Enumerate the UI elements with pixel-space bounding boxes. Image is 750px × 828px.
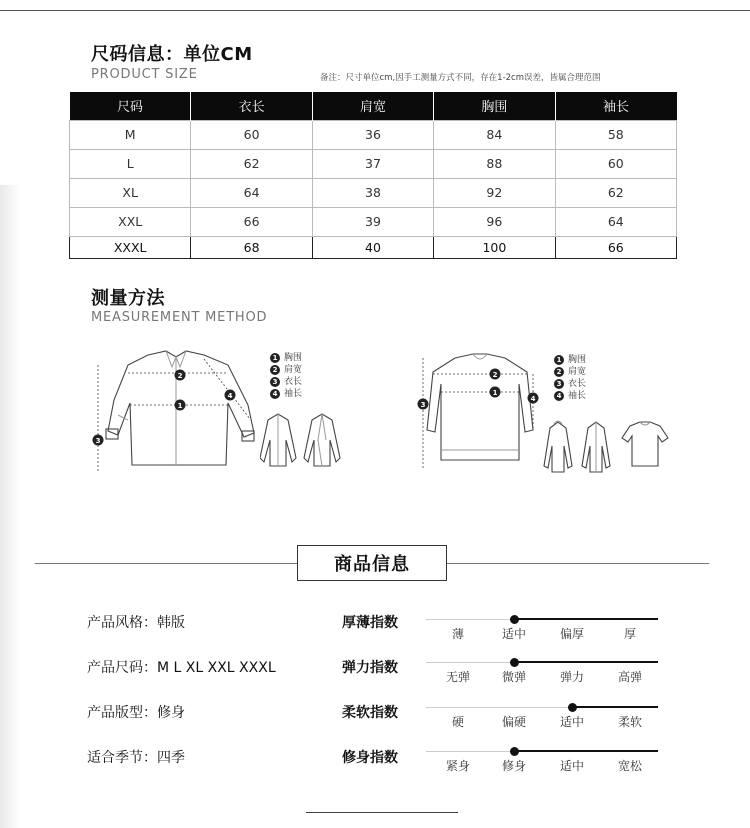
size-table-header xyxy=(70,92,677,120)
cell: 92 xyxy=(434,178,555,207)
table-row xyxy=(70,178,677,207)
scale-option: 宽松 xyxy=(617,759,642,773)
scale-option: 无弹 xyxy=(445,670,470,684)
cell: 62 xyxy=(555,178,676,207)
legend-number: 4 xyxy=(554,391,564,401)
legend-label: 胸围 xyxy=(568,355,587,365)
product-info-title: 商品信息 xyxy=(297,545,447,581)
scale-indicator xyxy=(568,703,577,712)
elasticity-index-label: 弹力指数 xyxy=(342,660,398,676)
cell: L xyxy=(70,149,191,178)
legend-label: 袖长 xyxy=(568,391,587,401)
legend-number: 3 xyxy=(554,379,564,389)
elasticity-scale xyxy=(426,657,658,697)
legend-number: 1 xyxy=(554,355,564,365)
scale-option: 硬 xyxy=(451,715,464,729)
scale-indicator xyxy=(510,747,519,756)
size-table xyxy=(69,92,677,259)
jacket-thumbnails xyxy=(260,410,350,470)
bottom-divider xyxy=(306,812,458,813)
scale-option: 厚 xyxy=(623,627,636,641)
divider-right xyxy=(447,563,709,564)
scale-option: 适中 xyxy=(559,759,584,773)
scale-option: 薄 xyxy=(451,627,464,641)
cell: M xyxy=(70,120,191,149)
legend-number: 3 xyxy=(270,377,280,387)
marker-2: 2 xyxy=(492,371,498,379)
header-cell: 袖长 xyxy=(555,92,676,120)
cell: 38 xyxy=(312,178,433,207)
shirt-measurement-diagram xyxy=(88,345,288,475)
size-info-subtitle: PRODUCT SIZE xyxy=(91,67,198,82)
legend-label: 衣长 xyxy=(284,377,303,387)
softness-scale xyxy=(426,702,658,742)
measure-title: 测量方法 xyxy=(91,288,165,309)
product-style: 产品风格：韩版 xyxy=(87,615,185,631)
thickness-scale xyxy=(426,614,658,654)
cell: 88 xyxy=(434,149,555,178)
cell: 84 xyxy=(434,120,555,149)
legend-left xyxy=(270,352,302,400)
cell: 100 xyxy=(434,236,555,258)
cell: 37 xyxy=(312,149,433,178)
scale-option: 弹力 xyxy=(559,670,584,684)
cell: 39 xyxy=(312,207,433,236)
scale-indicator xyxy=(510,658,519,667)
legend-label: 肩宽 xyxy=(284,365,303,375)
legend-label: 袖长 xyxy=(284,389,303,399)
table-row xyxy=(70,236,677,258)
scale-option: 高弹 xyxy=(617,670,642,684)
scale-option: 偏硬 xyxy=(501,715,526,729)
scale-option: 偏厚 xyxy=(559,627,584,641)
scale-option: 适中 xyxy=(501,627,526,641)
garment-thumbnails xyxy=(540,420,670,475)
divider-left xyxy=(35,563,297,564)
product-sizes: 产品尺码：M L XL XXL XXXL xyxy=(87,660,276,676)
cell: 64 xyxy=(555,207,676,236)
left-shadow xyxy=(0,185,20,828)
marker-1: 1 xyxy=(492,389,498,397)
cell: 66 xyxy=(555,236,676,258)
scale-option: 紧身 xyxy=(445,759,470,773)
cell: 60 xyxy=(191,120,312,149)
top-divider xyxy=(0,10,750,11)
cell: 96 xyxy=(434,207,555,236)
product-fit: 产品版型：修身 xyxy=(87,705,185,721)
scale-option: 适中 xyxy=(559,715,584,729)
product-season: 适合季节：四季 xyxy=(87,750,185,766)
header-cell: 尺码 xyxy=(70,92,191,120)
legend-number: 1 xyxy=(270,353,280,363)
marker-1: 1 xyxy=(177,402,183,410)
legend-label: 衣长 xyxy=(568,379,587,389)
size-info-title: 尺码信息：单位CM xyxy=(91,44,253,65)
fit-scale xyxy=(426,746,658,786)
cell: 60 xyxy=(555,149,676,178)
size-note: 备注：尺寸单位cm,因手工测量方式不同，存在1-2cm误差，皆属合理范围 xyxy=(320,73,601,83)
legend-label: 肩宽 xyxy=(568,367,587,377)
thickness-index-label: 厚薄指数 xyxy=(342,615,398,631)
cell: 40 xyxy=(312,236,433,258)
header-cell: 胸围 xyxy=(434,92,555,120)
marker-4: 4 xyxy=(227,392,233,400)
cell: 58 xyxy=(555,120,676,149)
marker-3: 3 xyxy=(95,437,101,445)
cell: 64 xyxy=(191,178,312,207)
measure-subtitle: MEASUREMENT METHOD xyxy=(91,310,268,325)
table-row xyxy=(70,120,677,149)
softness-index-label: 柔软指数 xyxy=(342,705,398,721)
cell: 66 xyxy=(191,207,312,236)
cell: 36 xyxy=(312,120,433,149)
legend-label: 胸围 xyxy=(284,353,303,363)
marker-4: 4 xyxy=(530,395,536,403)
scale-indicator xyxy=(510,615,519,624)
cell: 62 xyxy=(191,149,312,178)
header-cell: 衣长 xyxy=(191,92,312,120)
cell: XXXL xyxy=(70,236,191,258)
scale-option: 修身 xyxy=(501,759,526,773)
table-row xyxy=(70,207,677,236)
table-row xyxy=(70,149,677,178)
marker-3: 3 xyxy=(420,401,426,409)
scale-option: 微弹 xyxy=(501,670,526,684)
header-cell: 肩宽 xyxy=(312,92,433,120)
legend-number: 2 xyxy=(554,367,564,377)
sweater-measurement-diagram xyxy=(415,350,545,475)
cell: 68 xyxy=(191,236,312,258)
legend-number: 4 xyxy=(270,389,280,399)
legend-right xyxy=(554,354,586,402)
marker-2: 2 xyxy=(177,372,183,380)
scale-option: 柔软 xyxy=(617,715,642,729)
cell: XXL xyxy=(70,207,191,236)
legend-number: 2 xyxy=(270,365,280,375)
fit-index-label: 修身指数 xyxy=(342,750,398,766)
cell: XL xyxy=(70,178,191,207)
